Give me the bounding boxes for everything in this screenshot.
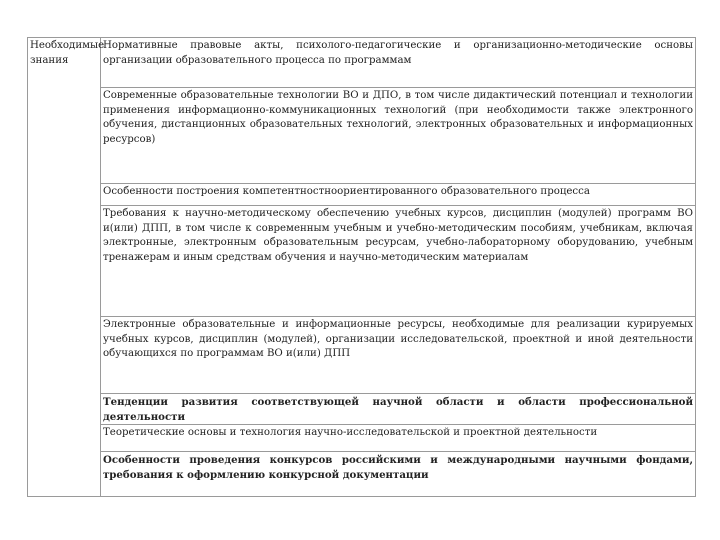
table-row: [28, 206, 696, 317]
table-cell: Особенности проведения конкурсов российскими и международными научными фондами, требования к оформлению конкурсной документации: [101, 452, 696, 497]
table-row: [28, 88, 696, 184]
row-header-cell: Необходимые знания: [28, 38, 101, 497]
table-row: [28, 38, 696, 88]
table-cell: Нормативные правовые акты, психолого-педагогические и организационно-методические основы организации образовательного процесса по программам: [101, 38, 696, 88]
table-cell: Современные образовательные технологии ВО и ДПО, в том числе дидактический потенциал и технологии применения информационно-коммуникационных технологий (при необходимости также электронного обучения, дистанционных образовательных технологий, электронных образовательных и информационных ресурсов): [101, 88, 696, 184]
table-cell: Электронные образовательные и информационные ресурсы, необходимые для реализации курируемых учебных курсов, дисциплин (модулей), организации исследовательской, проектной и иной деятельности обучающихся по программам ВО и(или) ДПП: [101, 317, 696, 394]
table-row: [28, 394, 696, 425]
knowledge-table: [27, 37, 696, 497]
table-row: [28, 452, 696, 497]
table-row: [28, 317, 696, 394]
table-cell: Теоретические основы и технология научно-исследовательской и проектной деятельности: [101, 425, 696, 452]
table-cell: Требования к научно-методическому обеспечению учебных курсов, дисциплин (модулей) программ ВО и(или) ДПП, в том числе к современным учебным и учебно-методическим пособиям, учебникам, включая электронные, электронным образовательным ресурсам, учебно-лабораторному оборудованию, учебным тренажерам и иным средствам обучения и научно-методическим материалам: [101, 206, 696, 317]
table-row: [28, 184, 696, 206]
table-row: [28, 425, 696, 452]
table-cell: Особенности построения компетентностноориентированного образовательного процесса: [101, 184, 696, 206]
table-cell: Тенденции развития соответствующей научной области и области профессиональной деятельности: [101, 394, 696, 425]
